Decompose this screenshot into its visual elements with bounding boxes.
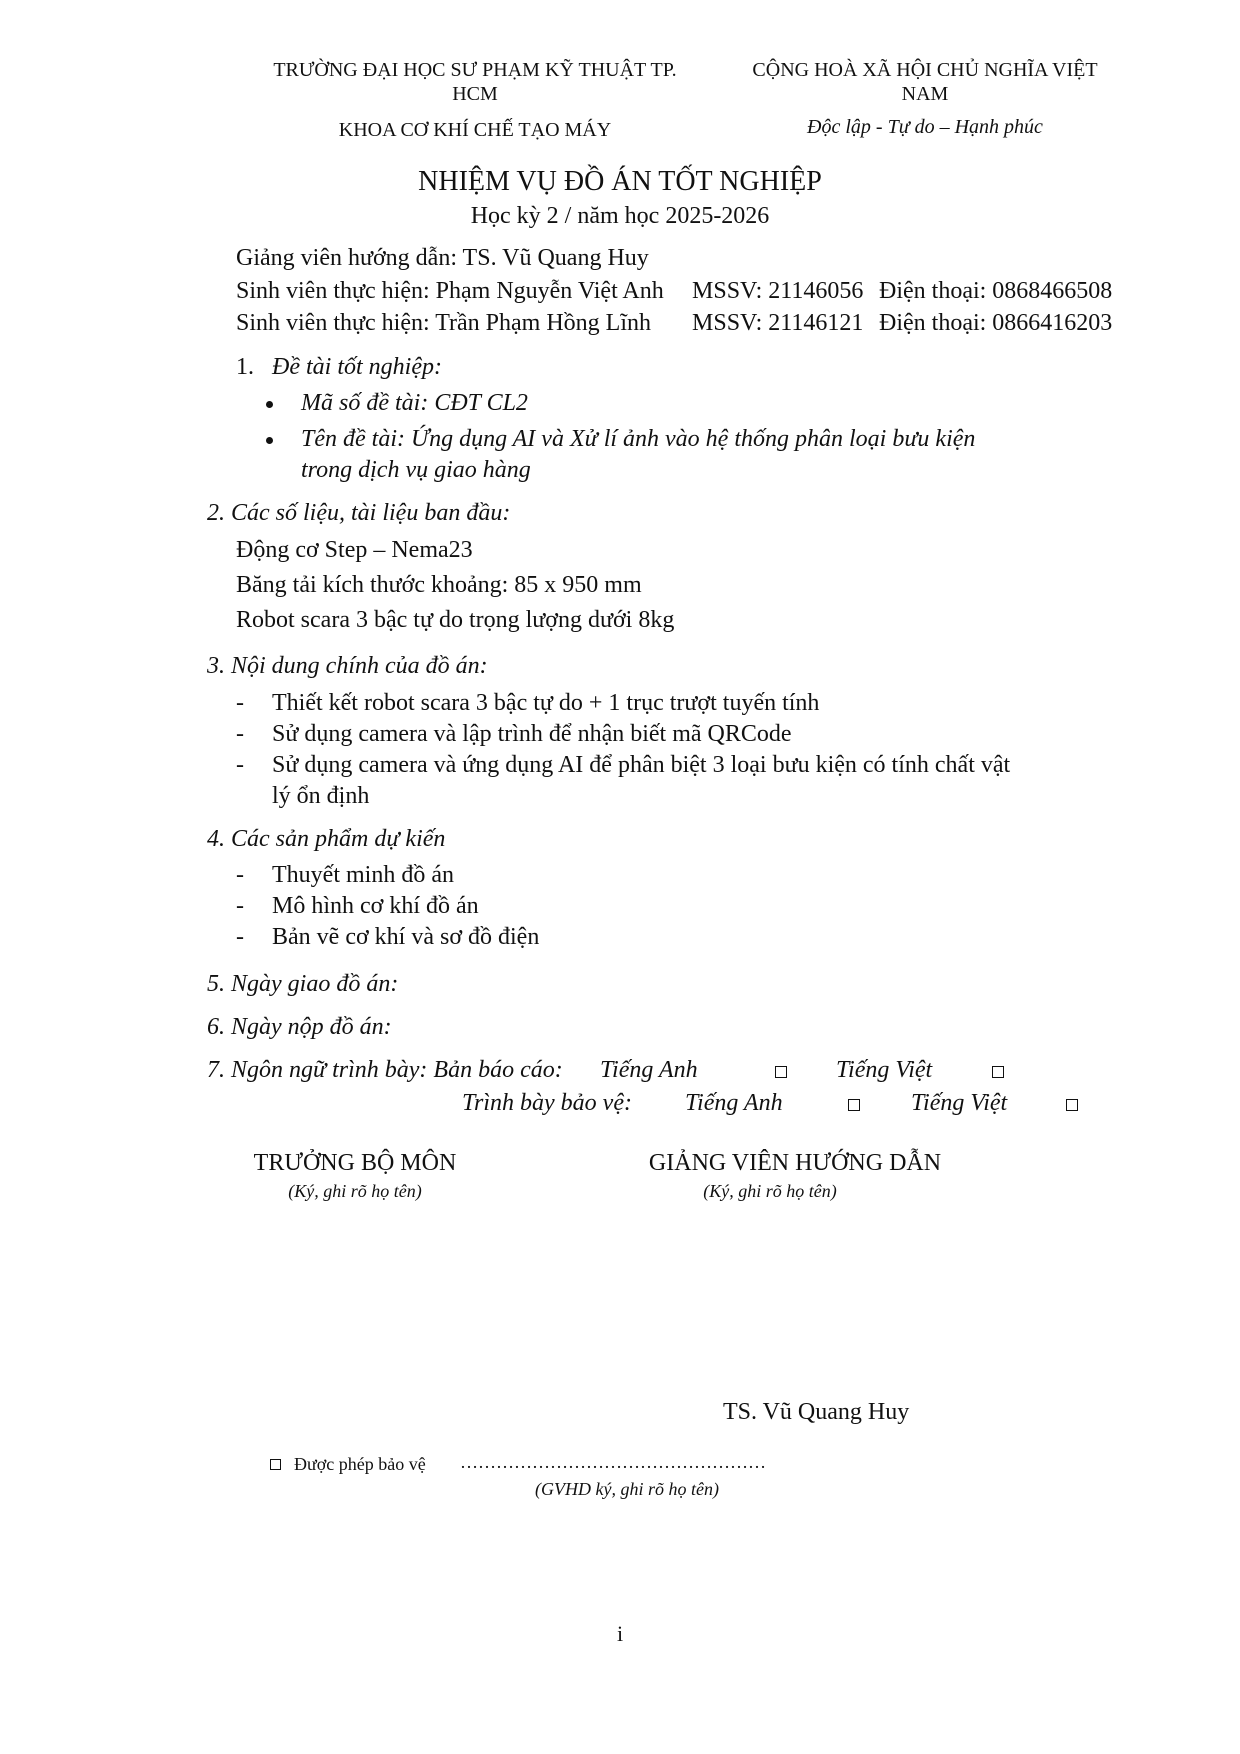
approval-signature-line: …………………………………………… (460, 1452, 766, 1472)
topic-name-line-2: trong dịch vụ giao hàng (301, 457, 531, 483)
country-line-1: CỘNG HOÀ XÃ HỘI CHỦ NGHĨA VIỆT (752, 59, 1098, 81)
university-line-2: HCM (452, 83, 498, 105)
section3-heading: 3. Nội dung chính của đồ án: (207, 653, 488, 679)
section5-heading: 5. Ngày giao đồ án: (207, 971, 399, 997)
student1-id: MSSV: 21146056 (692, 278, 864, 304)
section3-dash: - (236, 721, 244, 747)
section1-heading: Đề tài tốt nghiệp: (272, 354, 442, 380)
section2-heading: 2. Các số liệu, tài liệu ban đầu: (207, 500, 511, 526)
supervisor-title: GIẢNG VIÊN HƯỚNG DẪN (648, 1150, 942, 1176)
section2-item: Robot scara 3 bậc tự do trọng lượng dưới 8kg (236, 607, 675, 633)
section3-dash: - (236, 752, 244, 778)
university-name (240, 58, 710, 106)
defense-english-checkbox[interactable] (848, 1099, 860, 1111)
supervisor-signature-name: TS. Vũ Quang Huy (723, 1399, 910, 1425)
defense-english-label: Tiếng Anh (685, 1090, 783, 1116)
approval-note: (GVHD ký, ghi rõ họ tên) (535, 1479, 719, 1499)
report-english-label: Tiếng Anh (600, 1057, 698, 1083)
section4-item: Mô hình cơ khí đồ án (272, 893, 479, 919)
section3-item: Sử dụng camera và ứng dụng AI để phân biệt 3 loại bưu kiện có tính chất vật (272, 752, 1011, 778)
student2-id: MSSV: 21146121 (692, 310, 864, 336)
student2-name: Sinh viên thực hiện: Trần Phạm Hồng Lĩnh (236, 310, 652, 336)
page-title: NHIỆM VỤ ĐỒ ÁN TỐT NGHIỆP (418, 166, 822, 197)
country-line-2: NAM (901, 83, 949, 105)
bullet-icon (266, 437, 273, 444)
section2-item: Động cơ Step – Nema23 (236, 537, 473, 563)
report-vietnamese-label: Tiếng Việt (836, 1057, 933, 1083)
student2-phone: Điện thoại: 0866416203 (879, 310, 1113, 336)
section4-heading: 4. Các sản phẩm dự kiến (207, 826, 446, 852)
supervisor-line: Giảng viên hướng dẫn: TS. Vũ Quang Huy (236, 245, 649, 271)
section7-heading: 7. Ngôn ngữ trình bày: Bản báo cáo: (207, 1057, 563, 1083)
section6-heading: 6. Ngày nộp đồ án: (207, 1014, 392, 1040)
section3-item: Sử dụng camera và lập trình để nhận biết mã QRCode (272, 721, 792, 747)
defense-label: Trình bày bảo vệ: (462, 1090, 632, 1116)
defense-vietnamese-checkbox[interactable] (1066, 1099, 1078, 1111)
section2-item: Băng tải kích thước khoảng: 85 x 950 mm (236, 572, 642, 598)
country-name (715, 58, 1135, 106)
report-english-checkbox[interactable] (775, 1066, 787, 1078)
head-of-department-note: (Ký, ghi rõ họ tên) (288, 1181, 422, 1201)
supervisor-note: (Ký, ghi rõ họ tên) (703, 1181, 837, 1201)
section3-item: Thiết kết robot scara 3 bậc tự do + 1 trục trượt tuyến tính (272, 690, 820, 716)
section4-dash: - (236, 862, 244, 888)
section3-dash: - (236, 690, 244, 716)
motto: Độc lập - Tự do – Hạnh phúc (807, 116, 1043, 138)
student1-name: Sinh viên thực hiện: Phạm Nguyễn Việt Anh (236, 278, 664, 304)
head-of-department-title: TRƯỞNG BỘ MÔN (253, 1150, 457, 1176)
student1-phone: Điện thoại: 0868466508 (879, 278, 1113, 304)
defense-vietnamese-label: Tiếng Việt (911, 1090, 1008, 1116)
topic-name-line-1: Tên đề tài: Ứng dụng AI và Xử lí ảnh vào hệ thống phân loại bưu kiện (301, 426, 976, 452)
section4-item: Thuyết minh đồ án (272, 862, 454, 888)
page-subtitle: Học kỳ 2 / năm học 2025-2026 (470, 203, 770, 229)
section1-number: 1. (236, 354, 254, 380)
section4-item: Bản vẽ cơ khí và sơ đồ điện (272, 924, 540, 950)
topic-code: Mã số đề tài: CĐT CL2 (301, 390, 528, 416)
section3-item-continuation: lý ổn định (272, 783, 370, 809)
faculty-name: KHOA CƠ KHÍ CHẾ TẠO MÁY (338, 119, 612, 141)
bullet-icon (266, 401, 273, 408)
section4-dash: - (236, 893, 244, 919)
approval-checkbox[interactable] (270, 1459, 281, 1470)
page-number: i (616, 1621, 624, 1646)
section4-dash: - (236, 924, 244, 950)
university-line-1: TRƯỜNG ĐẠI HỌC SƯ PHẠM KỸ THUẬT TP. (273, 59, 677, 81)
report-vietnamese-checkbox[interactable] (992, 1066, 1004, 1078)
approval-label: Được phép bảo vệ (294, 1454, 426, 1474)
